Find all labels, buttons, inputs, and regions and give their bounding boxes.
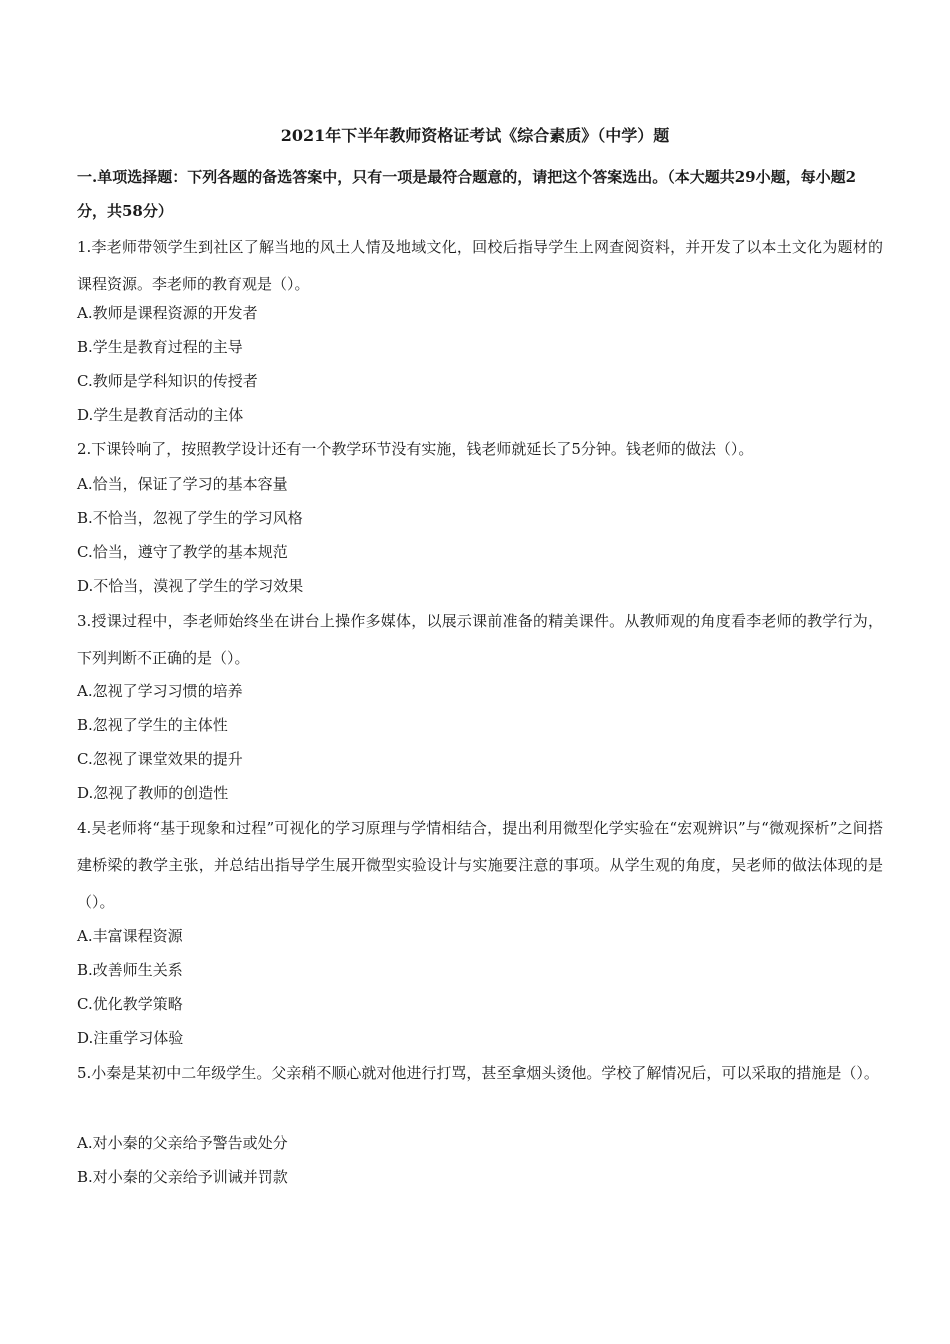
question-1-stem: 1.李老师带领学生到社区了解当地的风土人情及地域文化，回校后指导学生上网查阅资料，并开发了以本土文化为题材的课程资源。李老师的教育观是（）。 — [77, 238, 883, 293]
question-4-stem: 4.吴老师将“基于现象和过程”可视化的学习原理与学情相结合，提出利用微型化学实验在“宏观辨识”与“微观探析”之间搭建桥梁的教学主张，并总结出指导学生展开微型实验设计与实施要注意的事项。从学生观的角度，吴老师的做法体现的是（）。 — [77, 819, 883, 911]
document-title: 2021年下半年教师资格证考试《综合素质》（中学）题 — [280, 126, 670, 145]
question-2-option-c: C.恰当，遵守了教学的基本规范 — [77, 543, 288, 561]
question-3-stem: 3.授课过程中，李老师始终坐在讲台上操作多媒体，以展示课前准备的精美课件。从教师观的角度看李老师的教学行为，下列判断不正确的是（）。 — [77, 612, 883, 667]
question-2-stem: 2.下课铃响了，按照教学设计还有一个教学环节没有实施，钱老师就延长了5分钟。钱老师的做法（）。 — [77, 440, 754, 458]
question-4-option-a: A.丰富课程资源 — [77, 927, 183, 945]
question-3-option-a: A.忽视了学习习惯的培养 — [77, 682, 243, 700]
question-3-option-b: B.忽视了学生的主体性 — [77, 716, 228, 734]
question-4-option-c: C.优化教学策略 — [77, 995, 183, 1013]
question-2-option-d: D.不恰当，漠视了学生的学习效果 — [77, 577, 304, 595]
question-1-option-c: C.教师是学科知识的传授者 — [77, 372, 258, 390]
question-2-option-b: B.不恰当，忽视了学生的学习风格 — [77, 509, 303, 527]
question-5-option-a: A.对小秦的父亲给予警告或处分 — [77, 1134, 288, 1152]
question-5-stem: 5.小秦是某初中二年级学生。父亲稍不顺心就对他进行打骂，甚至拿烟头烫他。学校了解情况后，可以采取的措施是（）。 — [77, 1064, 879, 1082]
question-4-option-d: D.注重学习体验 — [77, 1029, 184, 1047]
question-1-option-d: D.学生是教育活动的主体 — [77, 406, 244, 424]
section-heading: 一.单项选择题：下列各题的备选答案中，只有一项是最符合题意的，请把这个答案选出。（本大题共29小题，每小题2分，共58分） — [77, 168, 857, 220]
question-1-option-b: B.学生是教育过程的主导 — [77, 338, 243, 356]
question-3-option-d: D.忽视了教师的创造性 — [77, 784, 229, 802]
question-3-option-c: C.忽视了课堂效果的提升 — [77, 750, 243, 768]
question-5-option-b: B.对小秦的父亲给予训诫并罚款 — [77, 1168, 288, 1186]
question-4-option-b: B.改善师生关系 — [77, 961, 183, 979]
question-1-option-a: A.教师是课程资源的开发者 — [77, 304, 258, 322]
question-2-option-a: A.恰当，保证了学习的基本容量 — [77, 475, 288, 493]
